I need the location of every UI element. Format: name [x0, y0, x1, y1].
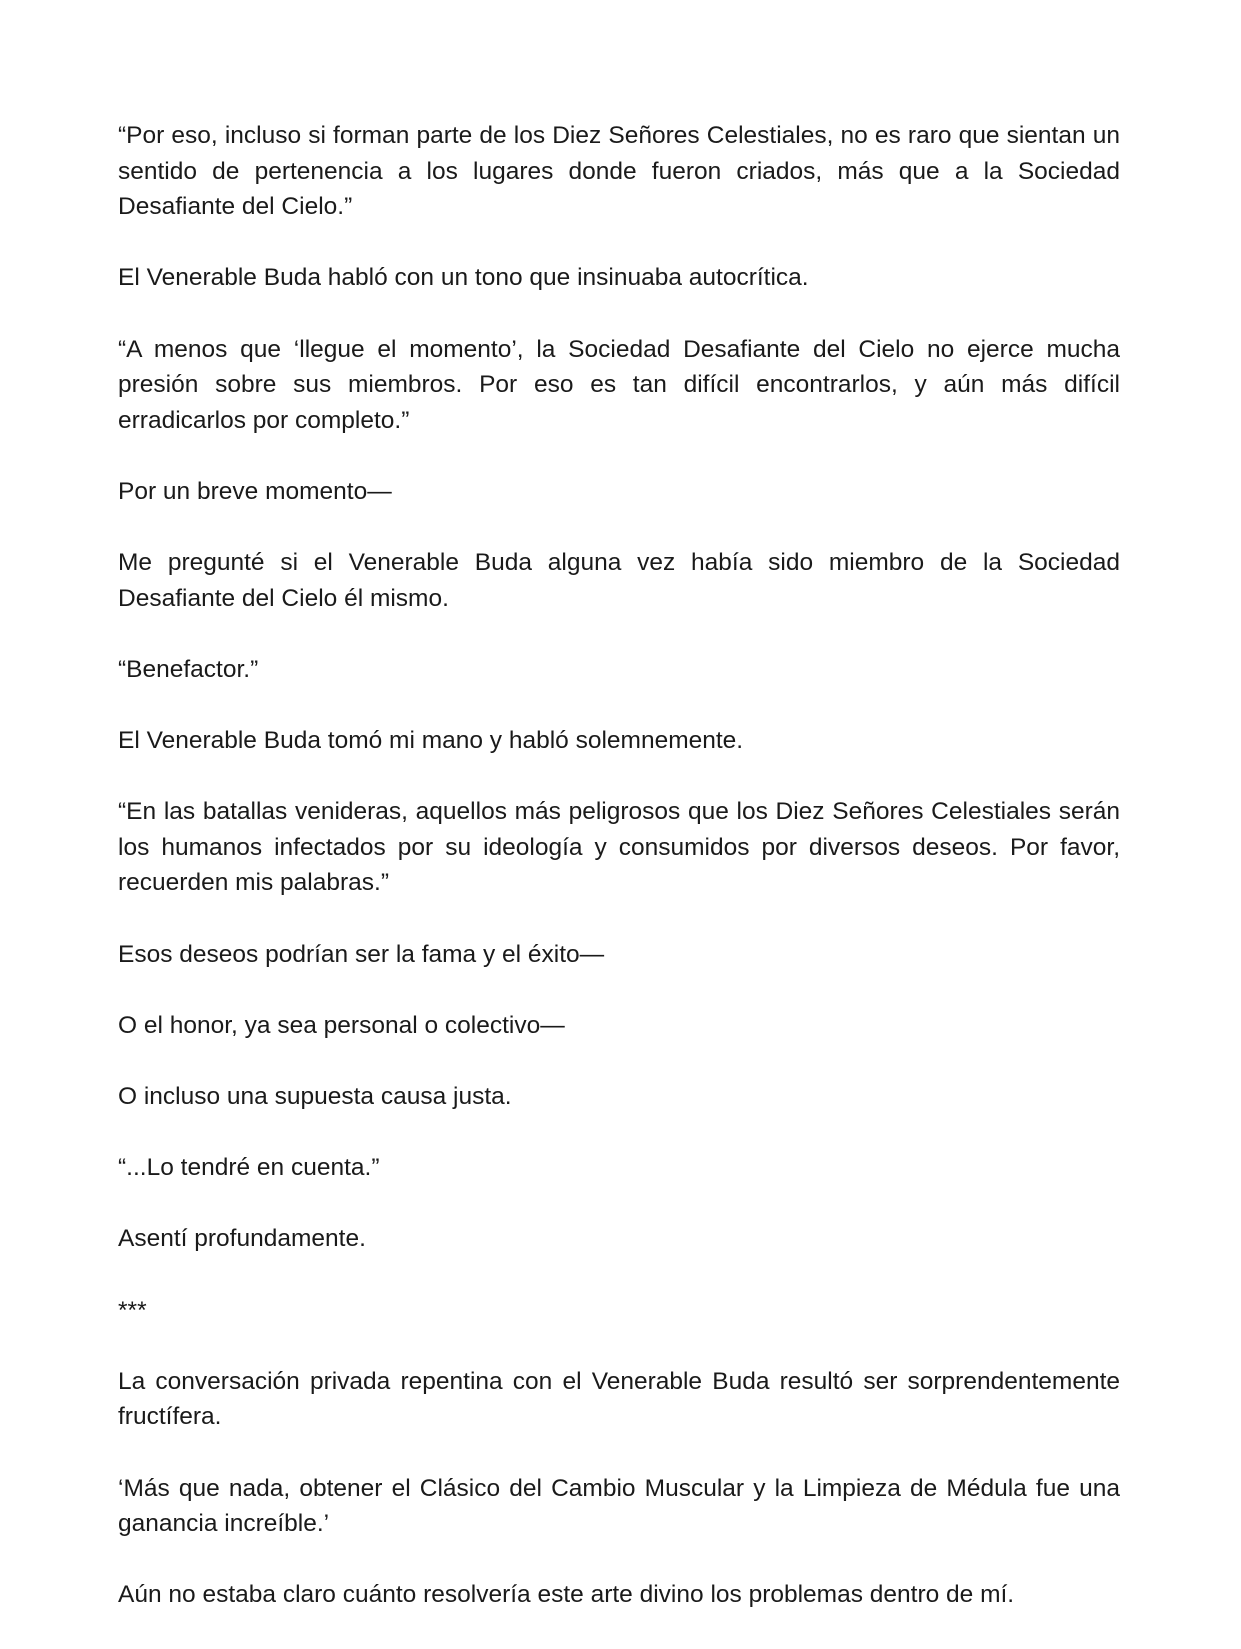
paragraph: El Venerable Buda tomó mi mano y habló solemnemente.	[118, 727, 744, 755]
paragraph: Esos deseos podrían ser la fama y el éxito—	[118, 940, 605, 968]
paragraph: Me pregunté si el Venerable Buda alguna vez había sido miembro de la Sociedad Desafiante del Cielo él mismo.	[118, 549, 1120, 612]
document-body	[118, 118, 1120, 1649]
paragraph: “En las batallas venideras, aquellos más peligrosos que los Diez Señores Celestiales serán los humanos infectados por su ideología y consumidos por diversos deseos. Por favor, recuerden mis palabras.”	[118, 798, 1120, 897]
paragraph: Asentí profundamente.	[118, 1225, 366, 1253]
paragraph: O el honor, ya sea personal o colectivo—	[118, 1011, 565, 1039]
paragraph: ‘Más que nada, obtener el Clásico del Cambio Muscular y la Limpieza de Médula fue una ganancia increíble.’	[118, 1474, 1120, 1538]
paragraph: El Venerable Buda habló con un tono que insinuaba autocrítica.	[118, 264, 809, 292]
paragraph: “...Lo tendré en cuenta.”	[118, 1154, 380, 1182]
paragraph: La conversación privada repentina con el Venerable Buda resultó ser sorprendentemente fructífera.	[118, 1367, 1120, 1431]
paragraph: O incluso una supuesta causa justa.	[118, 1083, 512, 1111]
scene-break: ***	[118, 1296, 147, 1324]
paragraph: “A menos que ‘llegue el momento’, la Sociedad Desafiante del Cielo no ejerce mucha presión sobre sus miembros. Por eso es tan difícil encontrarlos, y aún más difícil erradicarlos por completo.”	[118, 335, 1120, 434]
paragraph: “Por eso, incluso si forman parte de los Diez Señores Celestiales, no es raro que sientan un sentido de pertenencia a los lugares donde fueron criados, más que a la Sociedad Desafiante del Cielo.”	[118, 122, 1120, 221]
paragraph: Por un breve momento—	[118, 477, 392, 505]
paragraph: “Benefactor.”	[118, 655, 259, 683]
paragraph: Aún no estaba claro cuánto resolvería este arte divino los problemas dentro de mí.	[118, 1581, 1015, 1609]
